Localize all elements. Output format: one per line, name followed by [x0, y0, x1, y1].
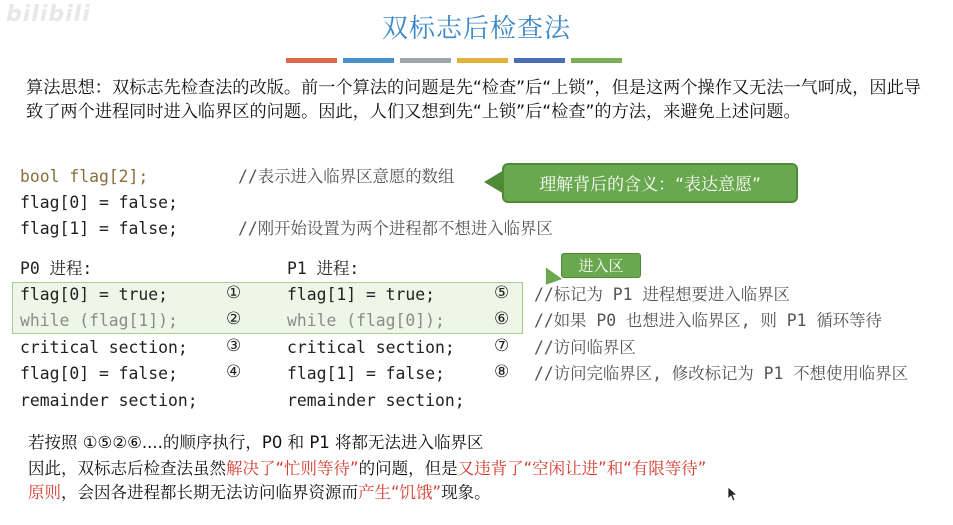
entry-region-label: 进入区 — [561, 253, 641, 278]
p1-line-1: flag[1] = true; — [287, 285, 436, 304]
intro-paragraph: 算法思想：双标志先检查法的改版。前一个算法的问题是先“检查”后“上锁”，但是这两个操作又无法一气呵成，因此导致了两个进程同时进入临界区的问题。因此，人们又想到先“上锁”后“检查”的方法，来避免上述问题。 — [26, 78, 921, 122]
stripe-4 — [457, 58, 508, 63]
p1-step-7: ⑦ — [494, 336, 510, 356]
conclusion-part-f: ，会因各进程都长期无法访问临界资源而 — [61, 483, 358, 502]
decl-line-3: flag[1] = false; — [20, 219, 178, 238]
p1-line-4: flag[1] = false; — [287, 364, 445, 383]
conclusion-part-g: 产生“饥饿” — [358, 483, 442, 502]
stripe-6 — [571, 58, 622, 63]
p0-line-2: while (flag[1]); — [20, 311, 178, 330]
p1-line-5: remainder section; — [287, 391, 465, 410]
p1-step-6: ⑥ — [494, 309, 510, 329]
p0-step-2: ② — [226, 309, 242, 329]
deadlock-note: 若按照 ①⑤②⑥....的顺序执行，P0 和 P1 将都无法进入临界区 — [28, 433, 484, 452]
p0-line-3: critical section; — [20, 338, 188, 357]
conclusion-part-e: 原则 — [28, 483, 61, 502]
p0-line-4: flag[0] = false; — [20, 364, 178, 383]
p0-header: P0 进程: — [20, 259, 93, 278]
p1-header: P1 进程: — [287, 259, 360, 278]
conclusion-part-h: 现象。 — [441, 483, 491, 502]
p1-line-3: critical section; — [287, 338, 455, 357]
p0-line-5: remainder section; — [20, 391, 198, 410]
title-color-stripes — [286, 58, 622, 63]
page-title: 双标志后检查法 — [381, 14, 571, 44]
conclusion-part-c: 的问题，但是 — [358, 459, 458, 478]
stripe-5 — [514, 58, 565, 63]
p0-step-1: ① — [226, 283, 242, 303]
comment-3: //访问临界区 — [534, 338, 636, 357]
p1-step-8: ⑧ — [494, 362, 510, 382]
p1-step-5: ⑤ — [494, 283, 510, 303]
conclusion-part-b: 解决了“忙则等待” — [226, 459, 359, 478]
conclusion-note — [28, 457, 928, 505]
decl-line-1-code: bool flag[2]; — [20, 167, 149, 186]
comment-2: //如果 P0 也想进入临界区, 则 P1 循环等待 — [534, 311, 882, 330]
meaning-callout: 理解背后的含义：“表达意愿” — [502, 163, 798, 203]
conclusion-part-a: 因此，双标志后检查法虽然 — [28, 459, 226, 478]
watermark-logo: bilibili — [6, 2, 91, 27]
decl-line-3-comment: //刚开始设置为两个进程都不想进入临界区 — [238, 219, 553, 238]
mouse-pointer-icon — [727, 486, 739, 502]
callout-pointer — [484, 170, 504, 194]
p1-line-2: while (flag[0]); — [287, 311, 445, 330]
decl-line-1 — [20, 165, 148, 189]
p0-line-1: flag[0] = true; — [20, 285, 169, 304]
stripe-2 — [343, 58, 394, 63]
comment-4: //访问完临界区, 修改标记为 P1 不想使用临界区 — [534, 364, 908, 383]
comment-1: //标记为 P1 进程想要进入临界区 — [534, 285, 790, 304]
conclusion-part-d: 又违背了“空闲让进”和“有限等待” — [457, 459, 707, 478]
decl-line-2: flag[0] = false; — [20, 193, 178, 212]
decl-line-1-comment: //表示进入临界区意愿的数组 — [238, 167, 455, 186]
stripe-3 — [400, 58, 451, 63]
p0-step-4: ④ — [226, 362, 242, 382]
stripe-1 — [286, 58, 337, 63]
p0-step-3: ③ — [226, 336, 242, 356]
